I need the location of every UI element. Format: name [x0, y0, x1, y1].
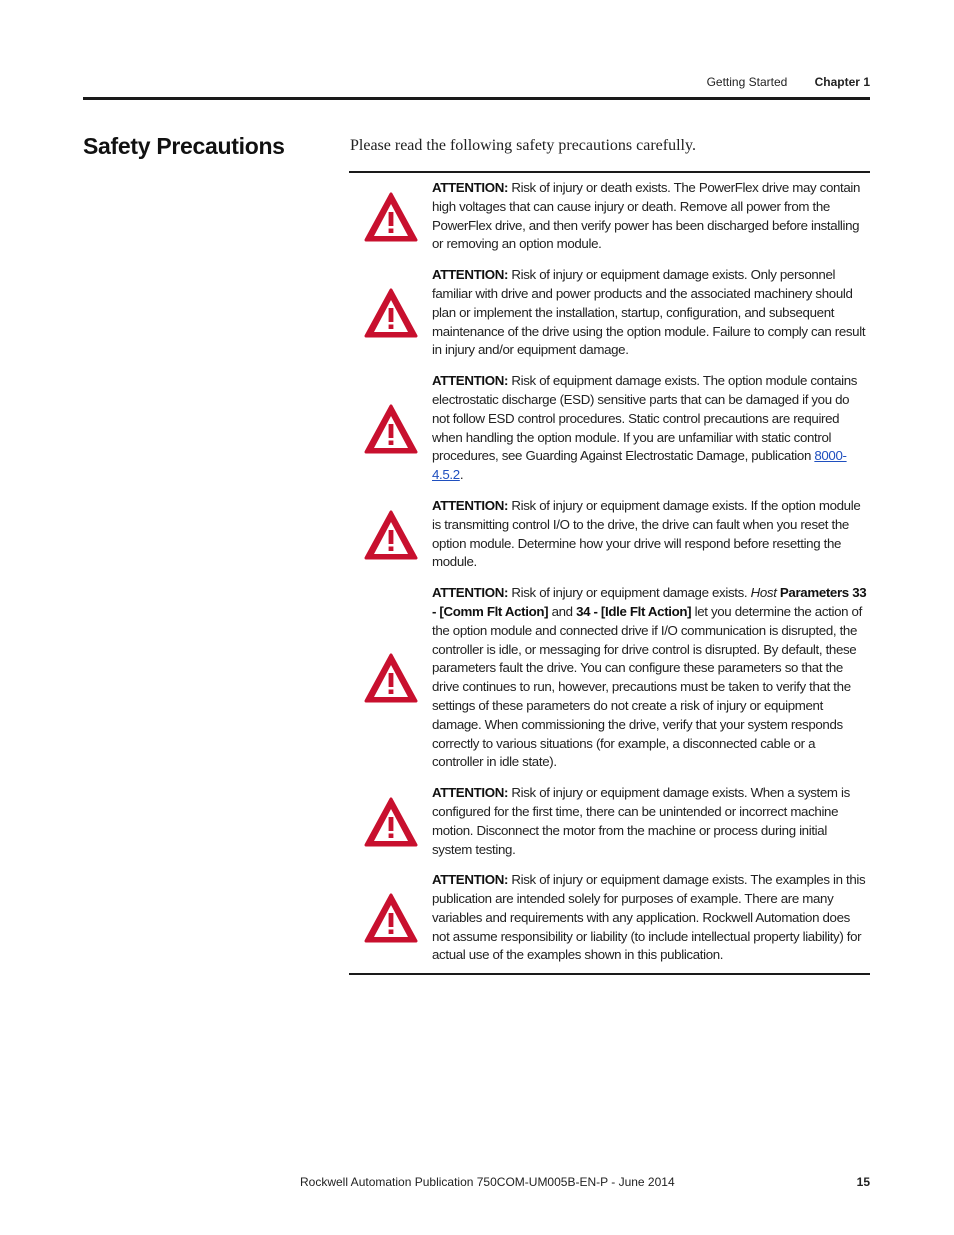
- attention-text: [432, 179, 870, 254]
- attention-text: [432, 584, 870, 772]
- intro-text: Please read the following safety precautions carefully.: [350, 137, 696, 154]
- header-chapter: Chapter 1: [814, 75, 870, 89]
- attention-item: [349, 784, 870, 859]
- attention-body: Risk of equipment damage exists. The option module contains electrostatic discharge (ESD) sensitive parts that can be damaged if you do not follow ESD control procedures. Static control precautions are required when handling the option module. If you are unfamiliar with static control procedures, see Guarding Against Electrostatic Damage, publication: [432, 373, 858, 464]
- attention-item: [349, 497, 870, 572]
- attention-item: [349, 584, 870, 772]
- attention-item: [349, 266, 870, 360]
- attention-body: Risk of injury or equipment damage exists. The examples in this publication are intended solely for purposes of example. There are many variables and requirements with any application. Rockwell Automation does not assume responsibility or liability (to include intellectual property liability) for actual use of the examples shown in this publication.: [432, 872, 866, 963]
- attention-item: [349, 871, 870, 965]
- attention-text: [432, 871, 870, 965]
- attention-label: ATTENTION:: [432, 785, 509, 801]
- attention-box: [349, 171, 870, 975]
- attention-text: [432, 497, 870, 572]
- attention-text: [432, 784, 870, 859]
- attention-text: [432, 372, 870, 485]
- attention-label: ATTENTION:: [432, 180, 509, 195]
- attention-text: [432, 266, 870, 360]
- publication-link[interactable]: 8000-4.5.2: [432, 448, 847, 483]
- conjunction: and: [551, 603, 573, 619]
- running-header: [707, 75, 870, 89]
- page-title: Safety Precautions: [83, 133, 285, 159]
- warning-triangle-icon: [363, 191, 419, 243]
- attention-label: ATTENTION:: [432, 585, 509, 601]
- attention-label: ATTENTION:: [432, 267, 509, 283]
- attention-body-end: .: [459, 467, 464, 483]
- warning-triangle-icon: [363, 796, 419, 848]
- footer-publication: Rockwell Automation Publication 750COM-UM005B-EN-P - June 2014: [300, 1175, 675, 1189]
- param-idle-flt: 34 - [Idle Flt Action]: [576, 603, 692, 619]
- attention-body: Risk of injury or equipment damage exists.: [511, 585, 748, 601]
- warning-triangle-icon: [363, 652, 419, 704]
- warning-triangle-icon: [363, 892, 419, 944]
- attention-body: Risk of injury or equipment damage exists. When a system is configured for the first time, there can be unintended or incorrect machine motion. Disconnect the motor from the machine or process during initial system testing.: [432, 785, 850, 857]
- attention-body: Risk of injury or equipment damage exists. If the option module is transmitting control I/O to the drive, the drive can fault when you reset the option module. Determine how your drive will respond before resetting the module.: [432, 497, 861, 570]
- attention-label: ATTENTION:: [432, 373, 509, 389]
- page-number: 15: [856, 1175, 870, 1189]
- attention-body-end: let you determine the action of the option module and connected drive if I/O communication is disrupted, the controller is idle, or messaging for drive control is disrupted. By default, these parameters fault the drive. You can configure these parameters so that the drive continues to run, however, precautions must be taken to verify that the settings of these parameters do not create a risk of injury or equipment damage. When commissioning the drive, verify that your system responds correctly to various situations (for example, a disconnected cable or a controller in idle state).: [432, 603, 862, 770]
- header-section: Getting Started: [706, 75, 788, 89]
- warning-triangle-icon: [363, 403, 419, 455]
- header-rule: [83, 97, 870, 100]
- warning-triangle-icon: [363, 509, 419, 561]
- host-word: Host: [750, 585, 777, 601]
- attention-body: Risk of injury or death exists. The PowerFlex drive may contain high voltages that can cause injury or death. Remove all power from the PowerFlex drive, and then verify power has been discharged before installing or removing an option module.: [432, 180, 861, 252]
- attention-label: ATTENTION:: [432, 872, 509, 888]
- param-comm-flt: Parameters 33 - [Comm Flt Action]: [432, 585, 867, 619]
- attention-body: Risk of injury or equipment damage exists. Only personnel familiar with drive and power products and the associated machinery should plan or implement the installation, startup, configuration, and subsequent maintenance of the drive using the option module. Failure to comply can result in injury and/or equipment damage.: [432, 267, 866, 358]
- attention-item: [349, 179, 870, 254]
- attention-label: ATTENTION:: [432, 497, 509, 513]
- attention-item: [349, 372, 870, 485]
- warning-triangle-icon: [363, 287, 419, 339]
